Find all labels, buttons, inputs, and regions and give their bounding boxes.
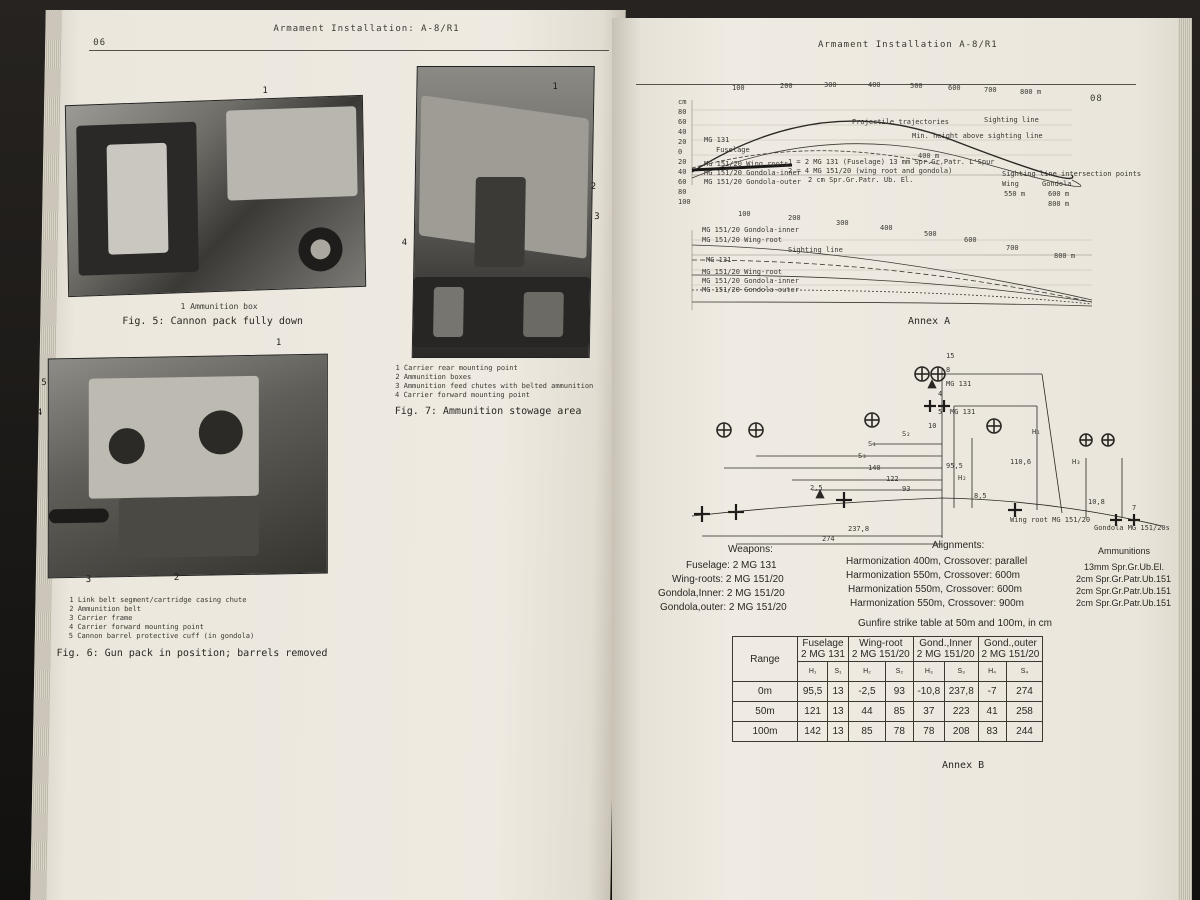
dim-10: 10: [928, 422, 937, 430]
dim-7: 7: [1132, 504, 1137, 512]
dim-5: 5: [938, 408, 943, 416]
fig7-legend-1: 1 Carrier rear mounting point: [395, 364, 518, 372]
table-cell: 85: [848, 722, 885, 742]
annot-800m: 800 m: [1048, 200, 1070, 208]
group-header-fuselage: [798, 637, 849, 662]
table-cell: -2,5: [848, 682, 885, 702]
dim-s1: S₁: [868, 440, 877, 448]
bottom-tick-100: 100: [738, 210, 751, 218]
subcol-h1: H₁: [798, 662, 828, 682]
annot-trajectories: Projectile trajectories: [852, 118, 949, 126]
table-row: [733, 702, 1043, 722]
bottom-tick-300: 300: [836, 219, 849, 227]
range-header: Range: [733, 637, 798, 682]
top-series-wing-roots: MG 151/20 Wing roots: [704, 160, 789, 168]
group-name: Fuselage: [802, 638, 844, 649]
top-tick-300: 300: [824, 81, 837, 89]
dim-95-5: 95,5: [946, 462, 963, 470]
header-rule: [89, 50, 609, 51]
dim-10-8: 10,8: [1088, 498, 1105, 506]
table-cell: 93: [886, 682, 914, 702]
strike-table-header-row: [733, 637, 1043, 662]
weapon-row-3: Gondola,Inner: 2 MG 151/20: [658, 588, 785, 599]
table-cell: 223: [944, 702, 978, 722]
group-weapon: 2 MG 151/20: [916, 649, 975, 660]
range-cell: 50m: [733, 702, 798, 722]
annot-legend-1: 1 = 2 MG 131 (Fuselage) 13 mm Spr.Gr.Patr. L'Spur: [788, 158, 995, 166]
table-row: [733, 722, 1043, 742]
group-header-wing-root: [848, 637, 913, 662]
dim-237-8: 237,8: [848, 525, 870, 533]
dim-93: 93: [902, 485, 911, 493]
top-y-60b: 60: [678, 178, 687, 186]
dim-h2: H₂: [958, 474, 967, 482]
subcol-h2: H₂: [848, 662, 885, 682]
weapon-row-4: Gondola,outer: 2 MG 151/20: [660, 602, 787, 613]
bottom-tick-800: 800 m: [1054, 252, 1076, 260]
table-cell: 13: [828, 722, 849, 742]
top-tick-100: 100: [732, 84, 745, 92]
group-name: Gond.,Inner: [919, 638, 973, 649]
table-cell: 244: [1006, 722, 1043, 742]
group-header-gond-inner: [913, 637, 978, 662]
dim-s2: S₂: [902, 430, 911, 438]
fig5-caption: Fig. 5: Cannon pack fully down: [122, 316, 304, 327]
bottom-series-6: MG 151/20 Gondola-inner: [702, 277, 799, 285]
strike-table: [732, 636, 1043, 742]
top-tick-400: 400: [868, 81, 881, 89]
bottom-series-7: MG 151/20 Gondola-outer: [702, 286, 799, 294]
alignment-row-2: Harmonization 550m, Crossover: 600m: [846, 570, 1020, 581]
dim-110-6: 110,6: [1010, 458, 1032, 466]
top-series-gondola-outer: MG 151/20 Gondola-outer: [704, 178, 801, 186]
subcol-s4: S₄: [1006, 662, 1043, 682]
right-page-number: 08: [1090, 94, 1103, 104]
gun-label-gondola: Gondola MG 151/20s: [1094, 524, 1170, 532]
table-cell: 41: [978, 702, 1006, 722]
top-y-40b: 40: [678, 168, 687, 176]
strike-table-title: Gunfire strike table at 50m and 100m, in cm: [858, 618, 1052, 629]
bottom-series-5: MG 151/20 Wing-root: [702, 268, 783, 276]
top-y-80: 80: [678, 108, 687, 116]
fig6-callout-3: 3: [85, 575, 92, 585]
fig7-callout-3: 3: [594, 212, 600, 222]
weapon-row-1: Fuselage: 2 MG 131: [686, 560, 777, 571]
subcol-h4: H₄: [978, 662, 1006, 682]
fig6-callout-5: 5: [41, 378, 47, 388]
left-page: [30, 10, 626, 900]
table-cell: 44: [848, 702, 885, 722]
bottom-series-2: MG 151/20 Wing-root: [702, 236, 783, 244]
dim-8-5: 8,5: [974, 492, 987, 500]
table-cell: 208: [944, 722, 978, 742]
gun-label-mg131: MG 131: [950, 408, 976, 416]
table-cell: 78: [913, 722, 944, 742]
dim-140: 140: [868, 464, 881, 472]
alignment-row-1: Harmonization 400m, Crossover: parallel: [846, 556, 1028, 567]
fig5-photo: [65, 95, 366, 297]
annex-a-label: Annex A: [908, 316, 951, 327]
dim-274: 274: [822, 535, 835, 543]
subcol-s2: S₂: [886, 662, 914, 682]
annot-min-height: Min. height above sighting line: [912, 132, 1043, 140]
fig6-legend-4: 4 Carrier forward mounting point: [68, 623, 204, 631]
subcol-s3: S₃: [944, 662, 978, 682]
fig7-callout-1: 1: [552, 82, 558, 92]
gun-label-mg131-top: MG 131: [946, 380, 972, 388]
fig6-callout-2: 2: [173, 573, 180, 583]
annex-b-diagram: [692, 348, 1172, 548]
bottom-series-4: MG 131: [706, 256, 732, 264]
dim-15: 15: [946, 352, 955, 360]
dim-4: 4: [938, 390, 943, 398]
fig5-legend-1: 1 Ammunition box: [180, 302, 258, 311]
table-cell: 95,5: [798, 682, 828, 702]
fig7-callout-4: 4: [401, 238, 408, 248]
ammo-row-4: 2cm Spr.Gr.Patr.Ub.151: [1076, 598, 1172, 608]
fig7-callout-2: 2: [590, 182, 597, 192]
annex-b-label: Annex B: [942, 760, 985, 771]
top-tick-500: 500: [910, 82, 923, 90]
alignment-row-3: Harmonization 550m, Crossover: 600m: [848, 584, 1022, 595]
ammo-row-1: 13mm Spr.Gr.Ub.El.: [1084, 562, 1165, 572]
group-name: Gond.,outer: [984, 638, 1037, 649]
bottom-tick-400: 400: [880, 224, 893, 232]
group-header-gond-outer: [978, 637, 1043, 662]
fig6-callout-4: 4: [36, 408, 43, 418]
top-y-60: 60: [678, 118, 687, 126]
bottom-tick-200: 200: [788, 214, 801, 222]
table-cell: 78: [886, 722, 914, 742]
annot-600m: 600 m: [1048, 190, 1070, 198]
right-page-header: Armament Installation A-8/R1: [818, 40, 998, 50]
top-y-80b: 80: [678, 188, 687, 196]
fig7-caption: Fig. 7: Ammunition stowage area: [394, 406, 582, 417]
fig5-callout-1: 1: [262, 86, 268, 96]
left-page-number: 06: [93, 38, 107, 48]
ammunitions-heading: Ammunitions: [1098, 546, 1151, 556]
bottom-series-3: Sighting line: [788, 246, 843, 254]
top-tick-600: 600: [948, 84, 961, 92]
top-tick-200: 200: [780, 82, 793, 90]
fig6-legend-3: 3 Carrier frame: [69, 614, 133, 622]
group-name: Wing-root: [859, 638, 903, 649]
table-cell: 85: [886, 702, 914, 722]
table-cell: -7: [978, 682, 1006, 702]
top-tick-800: 800 m: [1020, 88, 1042, 96]
subcol-s1: S₁: [828, 662, 849, 682]
bottom-tick-700: 700: [1006, 244, 1019, 252]
fig7-legend-4: 4 Carrier forward mounting point: [394, 391, 530, 399]
table-cell: 258: [1006, 702, 1043, 722]
page-stack-edge-right: [1178, 18, 1192, 900]
table-cell: 13: [828, 682, 849, 702]
range-cell: 100m: [733, 722, 798, 742]
weapons-heading: Weapons:: [728, 544, 773, 555]
table-cell: 121: [798, 702, 828, 722]
dim-122: 122: [886, 475, 899, 483]
annot-400m: 400 m: [918, 152, 940, 160]
table-row: [733, 682, 1043, 702]
fig6-caption: Fig. 6: Gun pack in position; barrels removed: [56, 648, 328, 659]
table-cell: 274: [1006, 682, 1043, 702]
bottom-series-1: MG 151/20 Gondola-inner: [702, 226, 799, 234]
group-weapon: 2 MG 151/20: [981, 649, 1040, 660]
annot-sighting-line: Sighting line: [984, 116, 1039, 124]
dim-h3: H₃: [1072, 458, 1081, 466]
fig7-photo: [412, 66, 595, 358]
table-cell: 142: [798, 722, 828, 742]
annot-legend-3: 2 cm Spr.Gr.Patr. Ub. El.: [808, 176, 914, 184]
top-y-40: 40: [678, 128, 687, 136]
table-cell: 13: [828, 702, 849, 722]
dim-s3: S₃: [858, 452, 867, 460]
top-y-100: 100: [678, 198, 691, 206]
top-y-20b: 20: [678, 158, 687, 166]
annot-550m: 550 m: [1004, 190, 1026, 198]
annot-wing: Wing: [1002, 180, 1019, 188]
fig6-callout-1: 1: [275, 338, 282, 348]
subcol-h3: H₃: [913, 662, 944, 682]
dim-8: 8: [946, 366, 951, 374]
top-tick-700: 700: [984, 86, 997, 94]
annot-legend-2: 2 = 4 MG 151/20 (wing root and gondola): [788, 167, 953, 175]
table-cell: 83: [978, 722, 1006, 742]
top-series-fuselage: Fuselage: [716, 146, 750, 154]
gun-label-wing-root: Wing root MG 151/20: [1010, 516, 1091, 524]
fig6-legend-5: 5 Cannon barrel protective cuff (in gondola): [68, 632, 255, 640]
group-weapon: 2 MG 151/20: [851, 649, 910, 660]
fig6-legend-1: 1 Link belt segment/cartridge casing chute: [69, 596, 247, 604]
fig7-legend-2: 2 Ammunition boxes: [395, 373, 472, 381]
table-cell: 237,8: [944, 682, 978, 702]
top-y-unit: cm: [678, 98, 687, 106]
bottom-tick-500: 500: [924, 230, 937, 238]
right-page: [612, 18, 1192, 900]
table-cell: 37: [913, 702, 944, 722]
fig7-legend-3: 3 Ammunition feed chutes with belted ammunition: [395, 382, 594, 390]
alignment-row-4: Harmonization 550m, Crossover: 900m: [850, 598, 1024, 609]
top-series-gondola-inner: MG 151/20 Gondola-inner: [704, 169, 801, 177]
fig6-legend-2: 2 Ammunition belt: [69, 605, 142, 613]
left-page-header: Armament Installation: A-8/R1: [273, 24, 460, 34]
weapon-row-2: Wing-roots: 2 MG 151/20: [672, 574, 784, 585]
top-y-0: 0: [678, 148, 683, 156]
annot-intersection: Sighting line intersection points: [1002, 170, 1142, 178]
dim-2-5: 2,5: [810, 484, 823, 492]
ammo-row-2: 2cm Spr.Gr.Patr.Ub.151: [1076, 574, 1172, 584]
table-cell: -10,8: [913, 682, 944, 702]
alignments-heading: Alignments:: [932, 540, 985, 551]
fig6-photo: [48, 354, 328, 579]
top-y-20: 20: [678, 138, 687, 146]
bottom-tick-600: 600: [964, 236, 977, 244]
top-series-mg131: MG 131: [704, 136, 730, 144]
dim-h1: H₁: [1032, 428, 1041, 436]
ammo-row-3: 2cm Spr.Gr.Patr.Ub.151: [1076, 586, 1172, 596]
range-cell: 0m: [733, 682, 798, 702]
group-weapon: 2 MG 131: [801, 649, 845, 660]
annot-gondola: Gondola: [1042, 180, 1072, 188]
